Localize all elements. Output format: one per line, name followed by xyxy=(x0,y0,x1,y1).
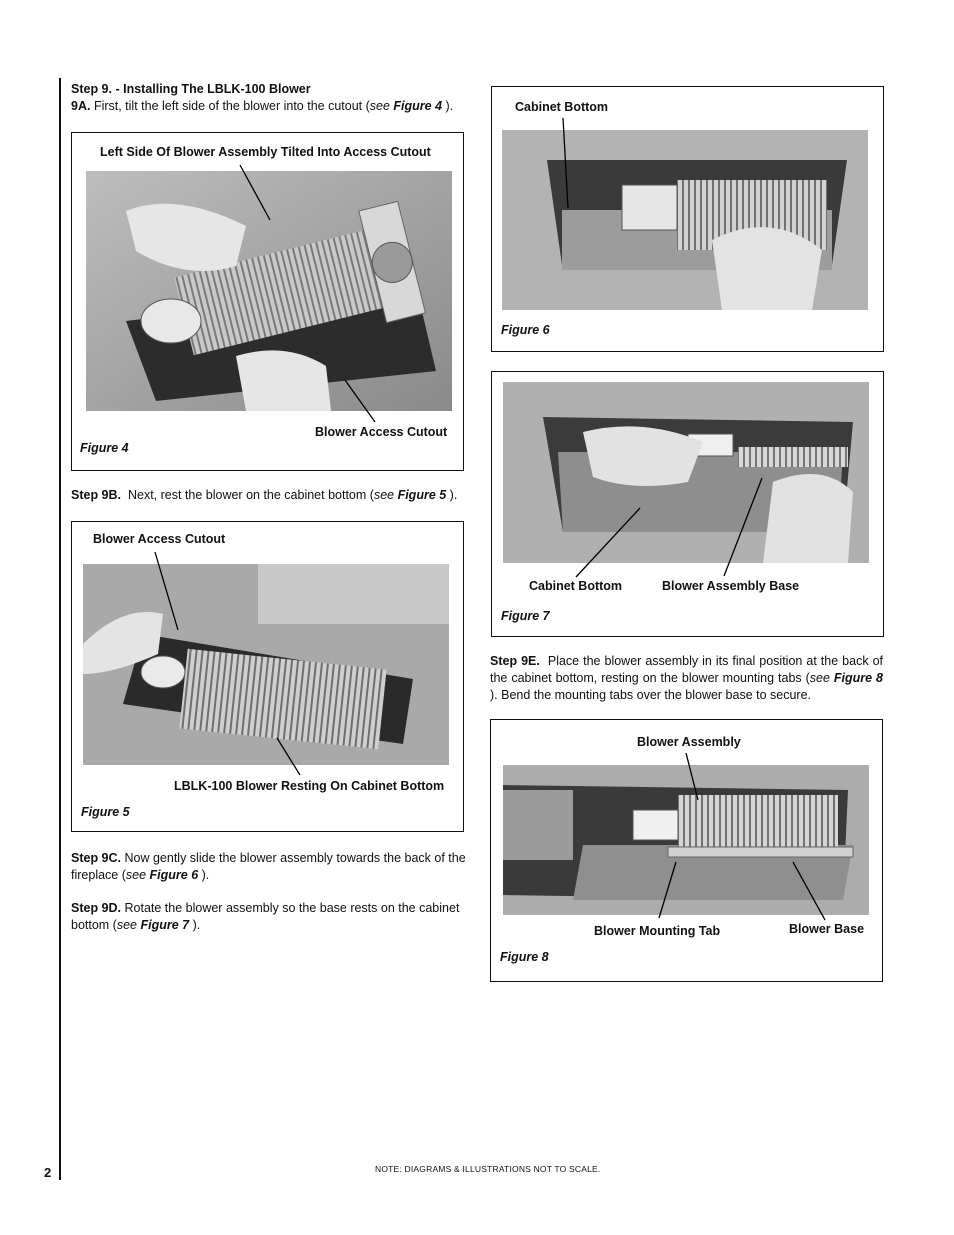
step9e-lead: Step 9E. xyxy=(490,654,540,668)
fig4-photo xyxy=(86,171,452,411)
step9a-see: see xyxy=(369,99,390,113)
fig7-label-right: Blower Assembly Base xyxy=(662,579,800,593)
step9e-see: see xyxy=(809,671,830,685)
step9c-close: ). xyxy=(198,868,210,882)
step9b-see: see xyxy=(373,488,395,502)
step9e-figure-ref[interactable]: Figure 8 xyxy=(833,671,883,685)
step9e-text: Place the blower assembly in its final position at the back of the cabinet bottom, resting on the blower mounting tabs ( xyxy=(490,654,883,685)
step9d-block xyxy=(71,900,466,934)
step9c-figure-ref[interactable]: Figure 6 xyxy=(149,868,199,882)
step9b-figure-ref[interactable]: Figure 5 xyxy=(397,488,447,502)
step9a-figure-ref[interactable]: Figure 4 xyxy=(393,99,443,113)
step9a-close: ). xyxy=(442,99,454,113)
fig4-label-top: Left Side Of Blower Assembly Tilted Into Access Cutout xyxy=(100,145,431,159)
fig4-caption: Figure 4 xyxy=(80,441,129,455)
fig7-photo xyxy=(503,382,869,563)
step9b-block xyxy=(71,487,466,504)
fig5-label-top: Blower Access Cutout xyxy=(93,532,226,546)
figure-6-box xyxy=(491,86,884,352)
step9a-lead: 9A. xyxy=(71,99,91,113)
step9d-text: Rotate the blower assembly so the base rests on the cabinet bottom ( xyxy=(71,901,460,932)
margin-rule xyxy=(59,78,61,1180)
fig8-label-left: Blower Mounting Tab xyxy=(594,924,721,938)
step9b-lead: Step 9B. xyxy=(71,488,122,502)
step9e-close: ). Bend the mounting tabs over the blower base to secure. xyxy=(490,688,812,702)
step9c-block xyxy=(71,850,466,884)
step9a-text: First, tilt the left side of the blower into the cutout ( xyxy=(93,99,370,113)
scale-footnote: NOTE: DIAGRAMS & ILLUSTRATIONS NOT TO SCALE. xyxy=(375,1164,601,1174)
step9c-see: see xyxy=(125,868,147,882)
step9c-text: Now gently slide the blower assembly towards the back of the fireplace ( xyxy=(71,851,466,882)
step9-block xyxy=(71,81,466,115)
fig6-photo xyxy=(502,130,868,310)
fig6-label-top: Cabinet Bottom xyxy=(515,100,609,114)
fig7-label-left: Cabinet Bottom xyxy=(529,579,623,593)
fig8-caption: Figure 8 xyxy=(500,950,549,964)
figure-4-box xyxy=(71,132,464,471)
figure-8-box xyxy=(490,719,883,982)
step9b-close: ). xyxy=(446,488,458,502)
fig7-caption: Figure 7 xyxy=(501,609,550,623)
step9d-close: ). xyxy=(189,918,201,932)
figure-5-box xyxy=(71,521,464,832)
fig5-photo xyxy=(83,564,449,765)
fig5-label-bottom: LBLK-100 Blower Resting On Cabinet Bottom xyxy=(174,779,445,793)
fig8-label-right: Blower Base xyxy=(789,922,865,936)
step9d-figure-ref[interactable]: Figure 7 xyxy=(140,918,190,932)
fig6-caption: Figure 6 xyxy=(501,323,550,337)
step9d-see: see xyxy=(116,918,138,932)
step9d-lead: Step 9D. xyxy=(71,901,122,915)
step9b-text: Next, rest the blower on the cabinet bottom ( xyxy=(127,488,374,502)
step9c-lead: Step 9C. xyxy=(71,851,122,865)
page-number: 2 xyxy=(44,1165,52,1180)
fig8-label-top: Blower Assembly xyxy=(637,735,741,749)
step9e-block xyxy=(490,653,883,704)
fig8-photo xyxy=(503,765,869,915)
fig5-caption: Figure 5 xyxy=(81,805,130,819)
step9-heading: Step 9. - Installing The LBLK-100 Blower xyxy=(71,82,311,96)
figure-7-box xyxy=(491,371,884,637)
fig4-label-bottom: Blower Access Cutout xyxy=(315,425,448,439)
